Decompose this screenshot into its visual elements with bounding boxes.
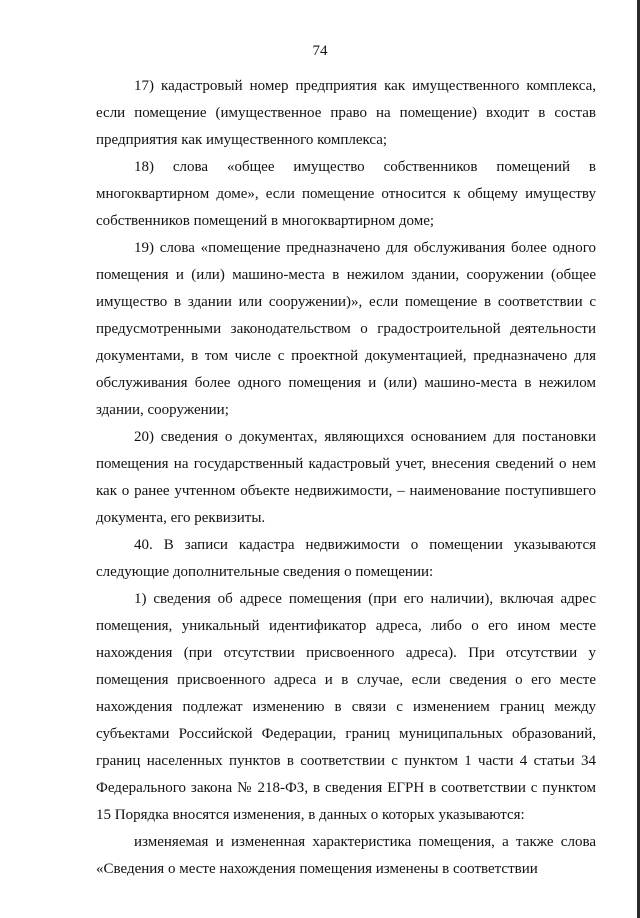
document-body bbox=[96, 73, 596, 883]
paragraph-item-18: 18) слова «общее имущество собственников помещений в многоквартирном доме», если помещение относится к общему имуществу собственников помещений в многоквартирном доме; bbox=[96, 159, 596, 229]
paragraph-item-19: 19) слова «помещение предназначено для обслуживания более одного помещения и (или) машино-места в нежилом здании, сооружении (общее имущество в здании или сооружении)», если помещение в соответствии с предусмотренными законодательством о градостроительной деятельности документами, в том числе с проектной документацией, предназначено для обслуживания более одного помещения и (или) машино-места в нежилом здании, сооружении; bbox=[96, 240, 596, 418]
paragraph-item-20: 20) сведения о документах, являющихся основанием для постановки помещения на государственный кадастровый учет, внесения сведений о нем как о ранее учтенном объекте недвижимости, – наименование поступившего документа, его реквизиты. bbox=[96, 429, 596, 526]
paragraph-continuation: изменяемая и измененная характеристика помещения, а также слова «Сведения о месте нахождения помещения изменены в соответствии bbox=[96, 834, 596, 877]
page-number: 74 bbox=[312, 43, 328, 59]
paragraph-item-17: 17) кадастровый номер предприятия как имущественного комплекса, если помещение (имущественное право на помещение) входит в состав предприятия как имущественного комплекса; bbox=[96, 78, 596, 148]
paragraph-subitem-1: 1) сведения об адресе помещения (при его наличии), включая адрес помещения, уникальный идентификатор адреса, либо о его ином месте нахождения (при отсутствии присвоенного адреса). При отсутствии у помещения присвоенного адреса и в случае, если сведения о его месте нахождения подлежат изменению в связи с изменением границ между субъектами Российской Федерации, границ муниципальных образований, границ населенных пунктов в соответствии с пунктом 1 части 4 статьи 34 Федерального закона № 218-ФЗ, в сведения ЕГРН в соответствии с пунктом 15 Порядка вносятся изменения, в данных о которых указываются: bbox=[96, 591, 596, 823]
paragraph-section-40: 40. В записи кадастра недвижимости о помещении указываются следующие дополнительные сведения о помещении: bbox=[96, 537, 596, 580]
